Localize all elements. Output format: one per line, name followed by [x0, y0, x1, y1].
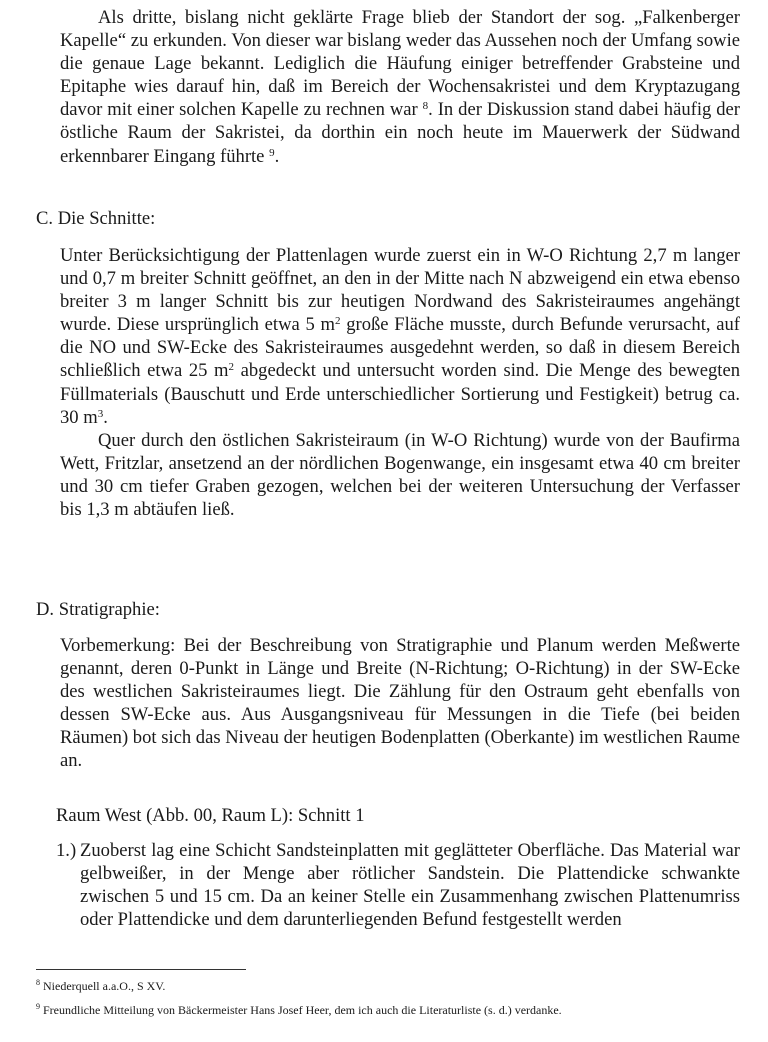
section-c-paragraph-1 [60, 244, 740, 429]
footnote-9 [36, 1003, 562, 1017]
footnote-number: 8 [36, 978, 40, 987]
section-c-heading: C. Die Schnitte: [36, 208, 156, 229]
section-d-heading: D. Stratigraphie: [36, 599, 160, 620]
footnote-divider [36, 969, 246, 970]
footnote-ref-8[interactable]: 8 [422, 100, 429, 113]
intro-paragraph [60, 6, 740, 168]
footnote-text: Niederquell a.a.O., S XV. [43, 979, 166, 993]
section-c-paragraph-2: Quer durch den östlichen Sakristeiraum (in W-O Richtung) wurde von der Baufirma Wett, Fritzlar, ansetzend an der nördlichen Bogenwange, ein insgesamt etwa 40 cm breiter und 30 cm tiefer Graben gezogen, welchen bei der weiteren Untersuchung der Verfasser bis 1,3 m abtäufen ließ. [60, 429, 740, 521]
footnote-8 [36, 979, 165, 993]
section-c-text-d: . [103, 406, 108, 428]
section-c-text-c: abgedeckt und untersucht worden sind. Die Menge des bewegten Füllmaterials (Bauschutt und Erde unterschiedlicher Sortierung und Festigkeit) betrug ca. 30 m [60, 360, 740, 428]
superscript-3: 3 [97, 407, 104, 420]
intro-text-3: . [274, 145, 280, 167]
raum-west-label: Raum West (Abb. 00, Raum L): Schnitt 1 [56, 805, 365, 826]
section-c-text-a: Unter Berücksichtigung der Plattenlagen wurde zuerst ein in W-O Richtung 2,7 m langer und 0,7 m breiter Schnitt geöffnet, an den in der Mitte nach N abzweigend ein etwa ebenso breiter 3 m langer Schnitt bis zur heutigen Nordwand des Sakristeiraumes angehängt wurde. Diese ursprünglich etwa 5 m [60, 245, 740, 336]
footnote-number: 9 [36, 1002, 40, 1011]
intro-text-2: . In der Diskussion stand dabei häufig der östliche Raum der Sakristei, da dorthin ein noch heute im Mauerwerk der Südwand erkennbarer Eingang führte [60, 99, 740, 167]
footnote-text: Freundliche Mitteilung von Bäckermeister Hans Josef Heer, dem ich auch die Literaturliste (s. d.) verdanke. [43, 1003, 562, 1017]
list-item-number: 1.) [56, 840, 77, 861]
intro-text-1: Als dritte, bislang nicht geklärte Frage blieb der Standort der sog. „Falkenberger Kapelle“ zu erkunden. Von dieser war bislang weder das Aussehen noch der Umfang sowie die genaue Lage bekannt. Lediglich die Häufung einiger betreffender Grabsteine und Epitaphe wies darauf hin, daß im Bereich der Wochensakristei und dem Kryptazugang davor mit einer solchen Kapelle zu rechnen war [60, 7, 740, 121]
section-d-body [60, 634, 740, 773]
superscript-2: 2 [334, 315, 341, 328]
section-d-paragraph-1: Vorbemerkung: Bei der Beschreibung von Stratigraphie und Planum werden Meßwerte genannt, deren 0-Punkt in Länge und Breite (N-Richtung; O-Richtung) in der SW-Ecke des westlichen Sakristeiraumes liegt. Die Zählung für den Ostraum geht ebenfalls von dessen SW-Ecke aus. Aus Ausgangsniveau für Messungen in die Tiefe (bei beiden Räumen) bot sich das Niveau der heutigen Bodenplatten (Oberkante) im westlichen Raume an. [60, 635, 741, 772]
section-c-text-b: große Fläche musste, durch Befunde verursacht, auf die NO und SW-Ecke des Sakristeiraumes ausgedehnt werden, so daß in diesem Bereich schließlich etwa 25 m [60, 314, 740, 382]
footnote-ref-9[interactable]: 9 [269, 146, 275, 159]
list-item [56, 839, 740, 931]
superscript-2: 2 [228, 361, 234, 374]
section-c-body [60, 244, 740, 521]
list-item-text: Zuoberst lag eine Schicht Sandsteinplatten mit geglätteter Oberfläche. Das Material war gelbweißer, in der Menge aber rötlicher Sandstein. Die Plattendicke schwankte zwischen 5 und 15 cm. Da an keiner Stelle ein Zusammenhang zwischen Plattenumriss oder Plattendicke und dem darunterliegenden Befund festgestellt werden [80, 840, 740, 931]
